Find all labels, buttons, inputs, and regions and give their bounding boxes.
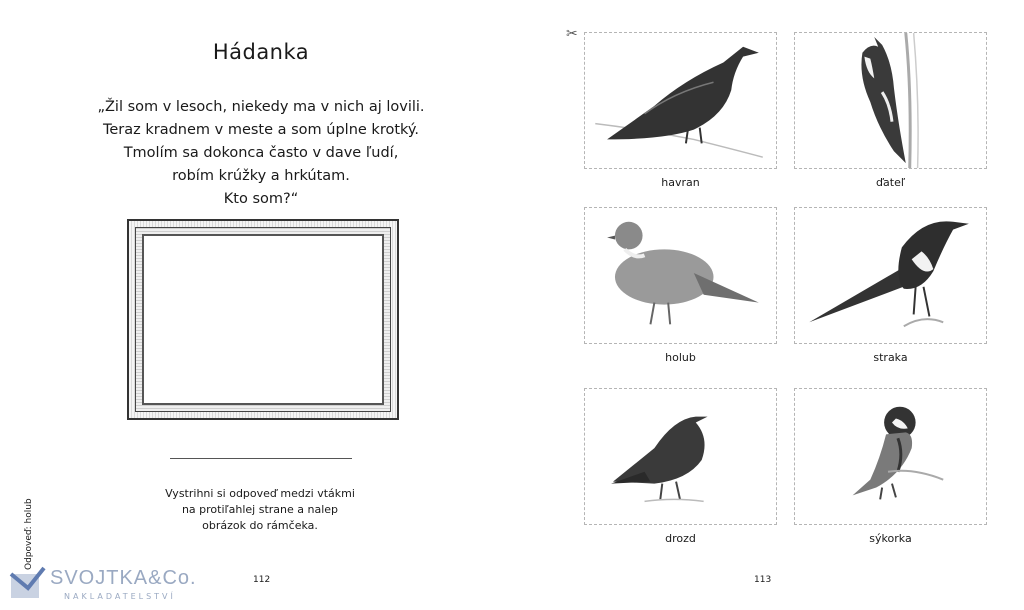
riddle-line: „Žil som v lesoch, niekedy ma v nich aj lovili. bbox=[97, 99, 425, 115]
publisher-subtitle: NAKLADATELSTVÍ bbox=[64, 592, 176, 601]
instruction-line: obrázok do rámčeka. bbox=[202, 519, 318, 532]
bird-card-blackbird[interactable] bbox=[584, 388, 777, 525]
riddle-line: Kto som?“ bbox=[223, 191, 299, 207]
pigeon-icon bbox=[585, 208, 776, 343]
publisher-logo bbox=[8, 566, 208, 606]
bird-label: sýkorka bbox=[869, 532, 912, 545]
bird-label: holub bbox=[665, 351, 696, 364]
raven-icon bbox=[585, 33, 776, 168]
bird-card-raven[interactable] bbox=[584, 32, 777, 169]
page-title: Hádanka bbox=[212, 40, 310, 64]
scissors-icon: ✂ bbox=[566, 26, 578, 42]
tit-icon bbox=[795, 389, 986, 524]
bird-label: straka bbox=[873, 351, 908, 364]
bird-card-magpie[interactable] bbox=[794, 207, 987, 344]
publisher-name: SVOJTKA&Co. bbox=[50, 567, 197, 589]
frame-blank-area bbox=[142, 234, 384, 405]
magpie-icon bbox=[795, 208, 986, 343]
woodpecker-icon bbox=[795, 33, 986, 168]
instruction-line: na protiľahlej strane a nalep bbox=[181, 503, 339, 516]
bird-label: havran bbox=[661, 176, 700, 189]
picture-frame bbox=[127, 219, 399, 420]
riddle-line: Tmolím sa dokonca často v dave ľudí, bbox=[123, 145, 399, 161]
instruction-line: Vystrihni si odpoveď medzi vtákmi bbox=[165, 487, 355, 500]
instruction-text bbox=[140, 486, 380, 534]
riddle-line: robím krúžky a hrkútam. bbox=[172, 168, 350, 184]
bird-label: drozd bbox=[665, 532, 696, 545]
page-number-right: 113 bbox=[754, 575, 772, 585]
bird-card-great-tit[interactable] bbox=[794, 388, 987, 525]
side-answer: Odpoveď: holub bbox=[24, 498, 34, 570]
bird-card-pigeon[interactable] bbox=[584, 207, 777, 344]
riddle-text bbox=[60, 96, 462, 211]
page-number-left: 112 bbox=[253, 575, 271, 585]
bird-card-woodpecker[interactable] bbox=[794, 32, 987, 169]
answer-line bbox=[170, 458, 352, 459]
bird-label: ďateľ bbox=[876, 176, 905, 189]
blackbird-icon bbox=[585, 389, 776, 524]
riddle-line: Teraz kradnem v meste a som úplne krotký. bbox=[102, 122, 420, 138]
logo-mark-icon bbox=[8, 566, 48, 602]
